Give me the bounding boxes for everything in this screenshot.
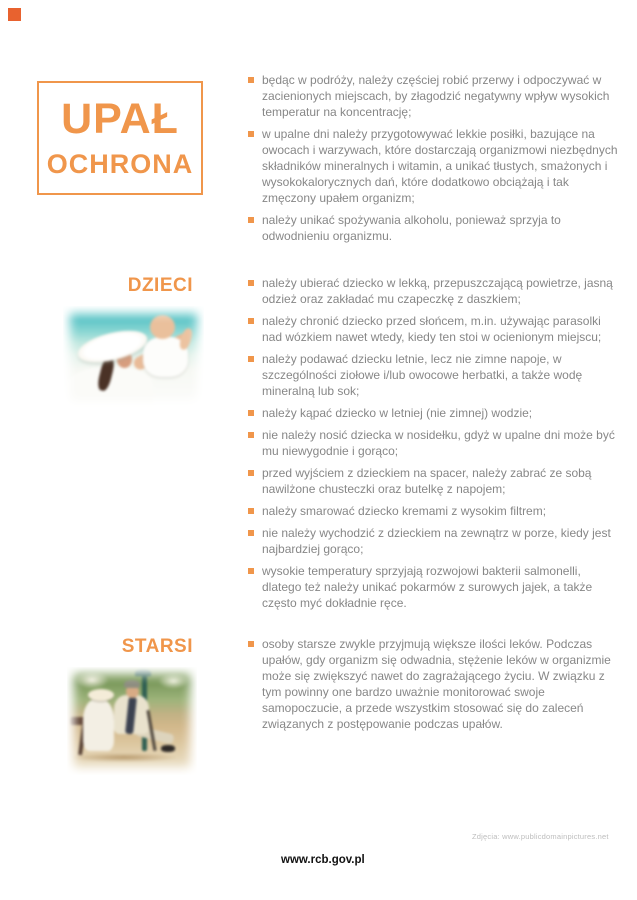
bullet-text: osoby starsze zwykle przyjmują większe ilości leków. Podczas upałów, gdy organizm się odwadnia, stężenie leków w organizmie może się zwiększyć nawet do zagrażającego życiu. W związku z tym powinny one bardzo uważnie monitorować swoje samopoczucie, a przede wszystkim stosować się do zaleceń związanych z postępowanie podczas upałów. — [262, 637, 611, 731]
photo-shape — [178, 327, 194, 351]
children-photo-scene — [63, 306, 204, 408]
list-item — [248, 72, 620, 120]
section-heading-children: DZIECI — [127, 275, 193, 296]
photo-shape — [158, 673, 189, 688]
square-bullet-icon — [248, 568, 254, 574]
bullet-text: będąc w podróży, należy częściej robić przerwy i odpoczywać w zacienionych miejscach, by złagodzić negatywny wpływ wysokich temperatur na koncentrację; — [262, 73, 610, 119]
list-item — [248, 636, 620, 732]
bullet-text: należy unikać spożywania alkoholu, ponieważ sprzyja to odwodnieniu organizmu. — [262, 213, 561, 243]
page-subtitle: OCHRONA — [46, 149, 194, 179]
page-title: UPAŁ — [61, 95, 179, 143]
list-item — [248, 313, 620, 345]
square-bullet-icon — [248, 470, 254, 476]
square-bullet-icon — [248, 318, 254, 324]
bullet-text: należy podawać dziecku letnie, lecz nie zimne napoje, w szczególności ziołowe i/lub owocowe herbatki, a także wodę mineralną lub sok; — [262, 352, 583, 398]
bullet-text: w upalne dni należy przygotowywać lekkie posiłki, bazujące na owocach i warzywach, które dostarczają organizmowi niezbędnych składników mineralnych i witamin, a unikać tłustych, smażonych i wysokokalorycznych dań, które dodatkowo obciążają i tak zmęczony upałem organizm; — [262, 127, 618, 205]
section-children — [248, 275, 620, 617]
list-item — [248, 503, 620, 519]
section-heading-elderly: STARSI — [121, 636, 193, 657]
section-general — [248, 72, 620, 250]
bullet-text: przed wyjściem z dzieckiem na spacer, należy zabrać ze sobą nawilżone chusteczki oraz butelkę z napojem; — [262, 466, 592, 496]
list-item — [248, 465, 620, 497]
photo-shape — [72, 753, 176, 762]
photo-shape — [124, 680, 140, 688]
square-bullet-icon — [248, 508, 254, 514]
photo-shape — [75, 671, 109, 688]
children-photo — [63, 306, 204, 408]
photo-shape — [135, 669, 151, 676]
photo-shape — [83, 699, 114, 751]
photo-shape — [150, 315, 175, 339]
photo-shape — [161, 745, 175, 752]
elderly-photo-scene — [67, 667, 197, 775]
corner-square-decoration — [8, 8, 21, 21]
elderly-photo — [67, 667, 197, 775]
photo-shape — [88, 689, 114, 701]
list-item — [248, 126, 620, 206]
list-item — [248, 405, 620, 421]
list-item — [248, 427, 620, 459]
bullet-text: należy chronić dziecko przed słońcem, m.in. używając parasolki nad wózkiem nawet wtedy, kiedy ten stoi w ocienionym miejscu; — [262, 314, 602, 344]
square-bullet-icon — [248, 641, 254, 647]
list-item — [248, 212, 620, 244]
title-box — [37, 81, 203, 195]
list-item — [248, 351, 620, 399]
square-bullet-icon — [248, 77, 254, 83]
website-url: www.rcb.gov.pl — [281, 854, 365, 866]
section-elderly — [248, 636, 620, 738]
square-bullet-icon — [248, 217, 254, 223]
square-bullet-icon — [248, 131, 254, 137]
bullet-text: nie należy wychodzić z dzieckiem na zewnątrz w porze, kiedy jest najbardziej gorąco; — [262, 526, 611, 556]
list-item — [248, 563, 620, 611]
bullet-text: należy ubierać dziecko w lekką, przepuszczającą powietrze, jasną odzież oraz zakładać mu czapeczkę z daszkiem; — [262, 276, 613, 306]
square-bullet-icon — [248, 410, 254, 416]
bullet-text: należy smarować dziecko kremami z wysokim filtrem; — [262, 504, 547, 518]
square-bullet-icon — [248, 280, 254, 286]
square-bullet-icon — [248, 530, 254, 536]
photo-credits: Zdjęcia: www.publicdomainpictures.net — [472, 832, 609, 841]
bullet-text: nie należy nosić dziecka w nosidełku, gdyż w upalne dni może być mu niewygodnie i gorąco; — [262, 428, 615, 458]
list-item — [248, 275, 620, 307]
bullet-text: należy kąpać dziecko w letniej (nie zimnej) wodzie; — [262, 406, 533, 420]
bullet-text: wysokie temperatury sprzyjają rozwojowi bakterii salmonelli, dlatego też należy unikać pokarmów z surowych jajek, a także często myć dokładnie ręce. — [262, 564, 593, 610]
square-bullet-icon — [248, 432, 254, 438]
list-item — [248, 525, 620, 557]
square-bullet-icon — [248, 356, 254, 362]
